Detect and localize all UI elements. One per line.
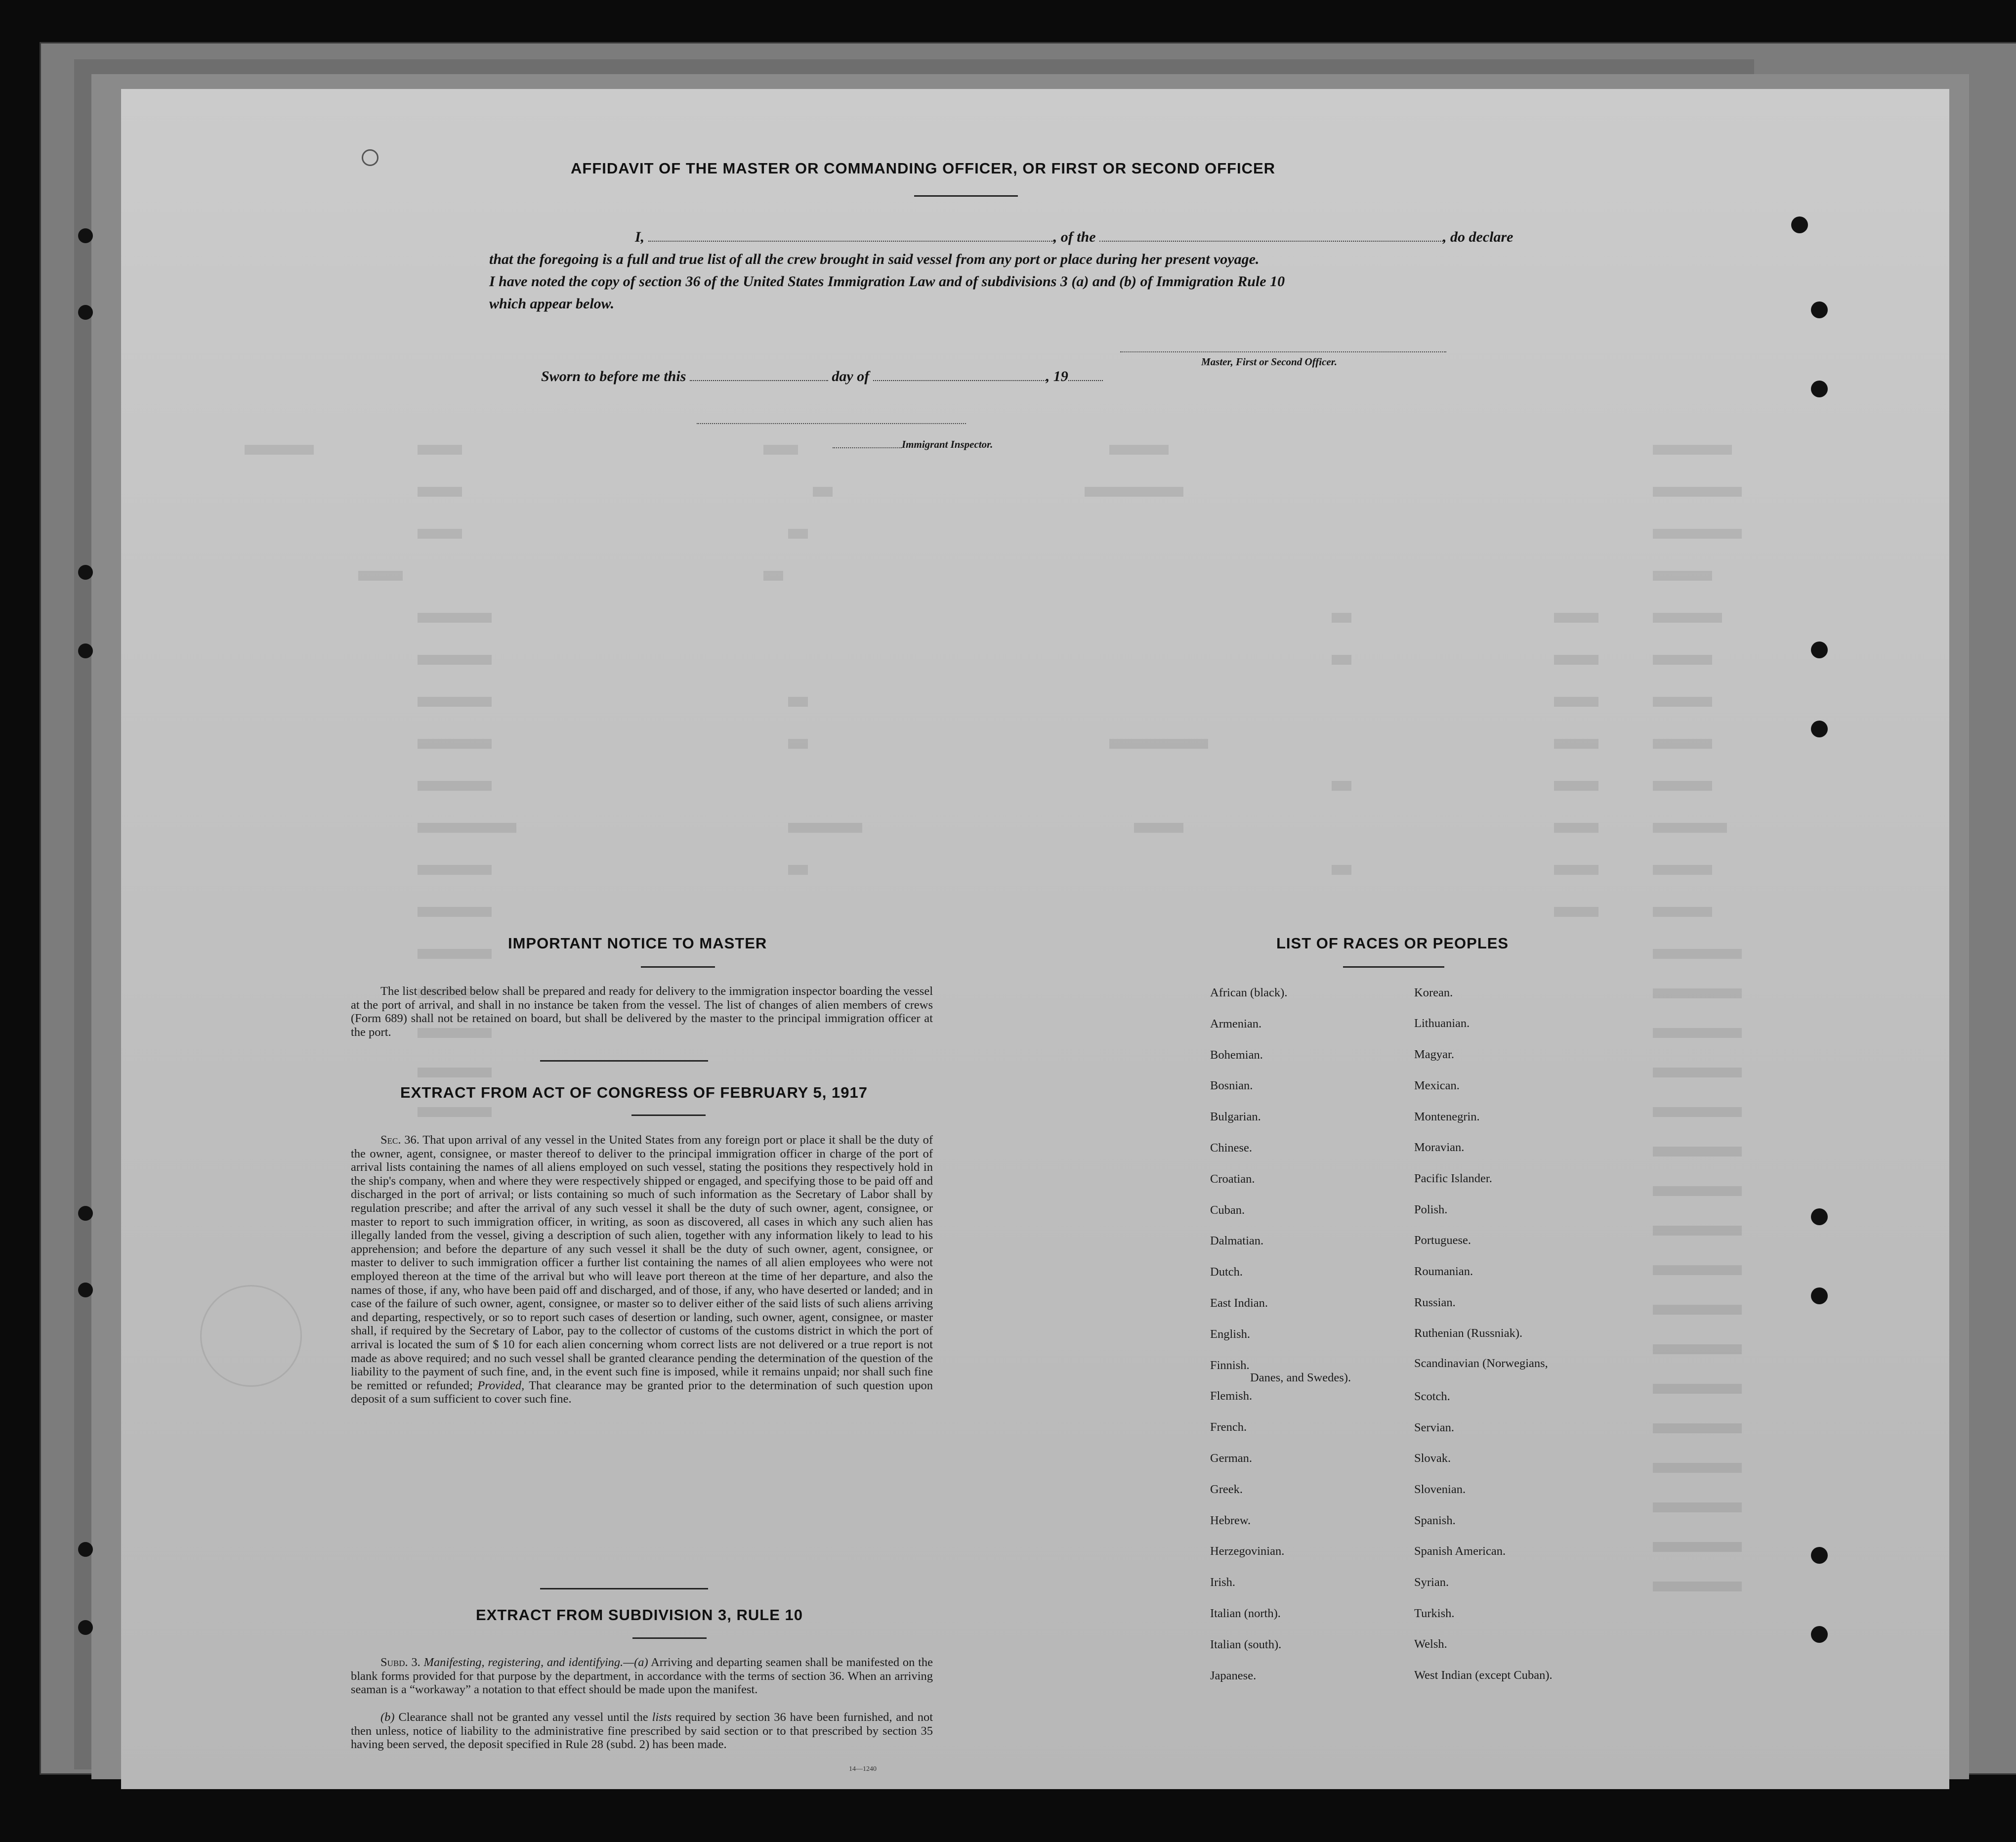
race-item: German. [1210, 1452, 1253, 1465]
divider [631, 1114, 706, 1116]
binding-hole [78, 1542, 93, 1557]
race-item: English. [1210, 1327, 1250, 1341]
race-item: Italian (north). [1210, 1607, 1281, 1620]
affidavit-line3: I have noted the copy of section 36 of the United States Immigration Law and of subdivisions 3 (a) and (b) of Immigration Rule 10 [489, 273, 1285, 290]
race-item: Montenegrin. [1414, 1110, 1480, 1123]
race-item: Scandinavian (Norwegians, [1414, 1357, 1548, 1370]
b-label: (b) [380, 1711, 395, 1724]
divider [540, 1060, 708, 1062]
race-item: Greek. [1210, 1482, 1243, 1496]
of-the-label: , of the [1053, 229, 1096, 245]
divider [641, 966, 715, 968]
form-number: 14—1240 [849, 1765, 877, 1773]
race-item: Polish. [1414, 1203, 1448, 1216]
sworn-day-blank[interactable] [690, 368, 828, 381]
race-item: Croatian. [1210, 1172, 1255, 1186]
race-item: Syrian. [1414, 1576, 1449, 1589]
divider [914, 195, 1018, 197]
affidavit-line1 [635, 229, 1513, 246]
punch-hole [1811, 381, 1828, 397]
master-caption: Master, First or Second Officer. [1201, 356, 1337, 368]
day-of-label: day of [832, 368, 870, 385]
name-blank[interactable] [648, 229, 1053, 242]
race-item: Ruthenian (Russniak). [1414, 1327, 1523, 1340]
binding-hole [78, 1283, 93, 1297]
race-item: Slovenian. [1414, 1483, 1466, 1496]
race-item: Bohemian. [1210, 1048, 1263, 1062]
race-item: Dutch. [1210, 1265, 1243, 1279]
race-item: Spanish American. [1414, 1544, 1506, 1558]
race-item: Roumanian. [1414, 1265, 1473, 1278]
race-item: Moravian. [1414, 1141, 1465, 1154]
race-item: Portuguese. [1414, 1234, 1471, 1247]
punch-hole [1811, 301, 1828, 318]
master-signature-line[interactable] [1120, 351, 1446, 352]
binding-hole [78, 565, 93, 580]
race-item: French. [1210, 1420, 1247, 1434]
divider [1343, 966, 1444, 968]
race-item: Flemish. [1210, 1389, 1253, 1403]
rule10-text-b1: Clearance shall not be granted any vessel until the [398, 1711, 648, 1724]
race-item: Slovak. [1414, 1452, 1451, 1465]
notice-text: The list described below shall be prepared and ready for delivery to the immigration inspector boarding the vessel at the port of arrival, and shall in no instance be taken from the vessel. The list of changes of alien members of crews (Form 689) shall not be retained on board, but shall be delivered by the master to the principal immigration officer at the port. [351, 985, 933, 1039]
sworn-month-blank[interactable] [873, 368, 1046, 381]
manifest-page [121, 89, 1949, 1789]
notice-title: IMPORTANT NOTICE TO MASTER [508, 935, 767, 952]
inspector-lead-dots [833, 447, 902, 448]
race-item: Dalmatian. [1210, 1234, 1264, 1248]
race-item: Armenian. [1210, 1017, 1262, 1030]
race-item: Finnish. [1210, 1358, 1250, 1372]
year-prefix: , 19 [1046, 368, 1068, 385]
race-item: Magyar. [1414, 1048, 1454, 1061]
race-item: Cuban. [1210, 1203, 1245, 1217]
race-item: Irish. [1210, 1576, 1236, 1589]
act-title: EXTRACT FROM ACT OF CONGRESS OF FEBRUARY 5, 1917 [400, 1084, 868, 1101]
divider [632, 1637, 707, 1639]
affidavit-line4: which appear below. [489, 296, 615, 312]
race-item: Bulgarian. [1210, 1110, 1261, 1124]
race-item: Turkish. [1414, 1607, 1455, 1620]
race-item: African (black). [1210, 986, 1288, 999]
faint-stamp [200, 1285, 302, 1387]
bleed-through-rows [220, 445, 1850, 1779]
sworn-label: Sworn to before me this [541, 368, 686, 385]
do-declare-label: , do declare [1443, 229, 1513, 245]
rule10-subd-a [351, 1656, 933, 1697]
race-item: Russian. [1414, 1296, 1456, 1309]
act-section-36 [351, 1133, 933, 1406]
sworn-year-blank[interactable] [1068, 368, 1103, 381]
act-text-a: That upon arrival of any vessel in the United States from any foreign port or place it shall be the duty of the owner, agent, consignee, or master thereof to deliver to the principal immigration officer in charge of the port of arrival lists containing the names of all aliens employed on such vessel, stating the positions they respectively hold in the ship's company, when and where they were respectively shipped or engaged, and specifying those to be paid off and discharged in the port of arrival; or lists containing so much of such information as the Secretary of Labor shall by regulation prescribe; and after the arrival of any such vessel it shall be the duty of such owner, agent, consignee, or master to report to such immigration officer, in writing, as soon as discovered, all cases in which any such alien has illegally landed from the vessel, giving a description of such alien, together with any information likely to lead to his apprehension; and before the departure of any such vessel it shall be the duty of such owner, agent, consignee, or master to deliver to such immigration officer a further list containing the names of all alien employees who were not employed thereon at the time of the arrival but who will leave port thereon at the time of her departure, and also the names of those, if any, who have been paid off and discharged, and of those, if any, who have deserted or landed; and in case of the failure of such owner, agent, consignee, or master so to deliver either of the said lists of such aliens arriving and departing, respectively, or so to report such cases of desertion or landing, such owner, agent, consignee, or master shall, if required by the Secretary of Labor, pay to the collector of customs of the customs district in which the port of arrival is located the sum of $ 10 for each alien concerning whom correct lists are not delivered or a true report is not made as above required; and no such vessel shall be granted clearance pending the determination of the question of the liability to the payment of such fine, and, in the event such fine is imposed, while it remains unpaid; nor shall such fine be remitted or refunded; [351, 1133, 933, 1392]
subd-title: Manifesting, registering, and identifying.—(a) [423, 1656, 648, 1669]
divider [540, 1588, 708, 1589]
race-item: Chinese. [1210, 1141, 1253, 1155]
race-item: Italian (south). [1210, 1637, 1282, 1651]
vessel-blank[interactable] [1099, 229, 1443, 242]
races-title: LIST OF RACES OR PEOPLES [1276, 935, 1509, 952]
race-item: Japanese. [1210, 1669, 1257, 1682]
race-item: Scotch. [1414, 1390, 1450, 1403]
rule10-title: EXTRACT FROM SUBDIVISION 3, RULE 10 [476, 1606, 803, 1624]
race-item: Danes, and Swedes). [1250, 1371, 1351, 1384]
race-item: Welsh. [1414, 1637, 1447, 1651]
inspector-caption: Immigrant Inspector. [902, 438, 993, 450]
race-item: East Indian. [1210, 1296, 1268, 1310]
race-item: Herzegovinian. [1210, 1544, 1285, 1558]
punch-hole [362, 149, 378, 166]
affidavit-title: AFFIDAVIT OF THE MASTER OR COMMANDING OFFICER, OR FIRST OR SECOND OFFICER [571, 160, 1276, 177]
rule10-text-a: Arriving and departing seamen shall be manifested on the blank forms provided for that purpose by the department, in accordance with the terms of section 36. When an arriving seaman is a “workaway” a notation to that effect should be made upon the manifest. [351, 1656, 933, 1697]
race-item: Spanish. [1414, 1514, 1456, 1527]
inspector-signature-line[interactable] [697, 423, 966, 424]
race-item: Servian. [1414, 1421, 1454, 1434]
race-item: Lithuanian. [1414, 1017, 1470, 1030]
act-text-b: That clearance may be granted prior to the determination of such question upon deposit of a sum sufficient to cover such fine. [351, 1378, 933, 1406]
race-item: Bosnian. [1210, 1079, 1253, 1093]
race-item: Pacific Islander. [1414, 1172, 1492, 1185]
race-item: Hebrew. [1210, 1513, 1251, 1527]
race-item: West Indian (except Cuban). [1414, 1669, 1553, 1682]
binding-hole [78, 643, 93, 658]
race-item: Mexican. [1414, 1079, 1460, 1092]
subd-label: Subd. 3. [380, 1656, 420, 1669]
bleed-through [220, 445, 1850, 1784]
binding-hole [78, 1620, 93, 1635]
i-label: I, [635, 229, 645, 245]
sec-label: Sec. 36. [380, 1133, 420, 1147]
binding-hole [78, 305, 93, 320]
rule10-text-b2: required by section 36 have been furnished, and not then unless, notice of liability to the administrative fine prescribed by said section or to that prescribed by section 35 having been served, the deposit specified in Rule 28 (subd. 2) has been made. [351, 1711, 933, 1752]
rule10-subd-b [351, 1711, 933, 1752]
sworn-line [541, 368, 1103, 385]
punch-hole [1791, 216, 1808, 233]
binding-hole [78, 228, 93, 243]
affidavit-line2: that the foregoing is a full and true list of all the crew brought in said vessel from any port or place during her present voyage. [489, 251, 1260, 267]
race-item: Korean. [1414, 986, 1453, 999]
provided-word: Provided, [477, 1378, 525, 1392]
lists-word: lists [652, 1711, 672, 1724]
binding-hole [78, 1206, 93, 1221]
